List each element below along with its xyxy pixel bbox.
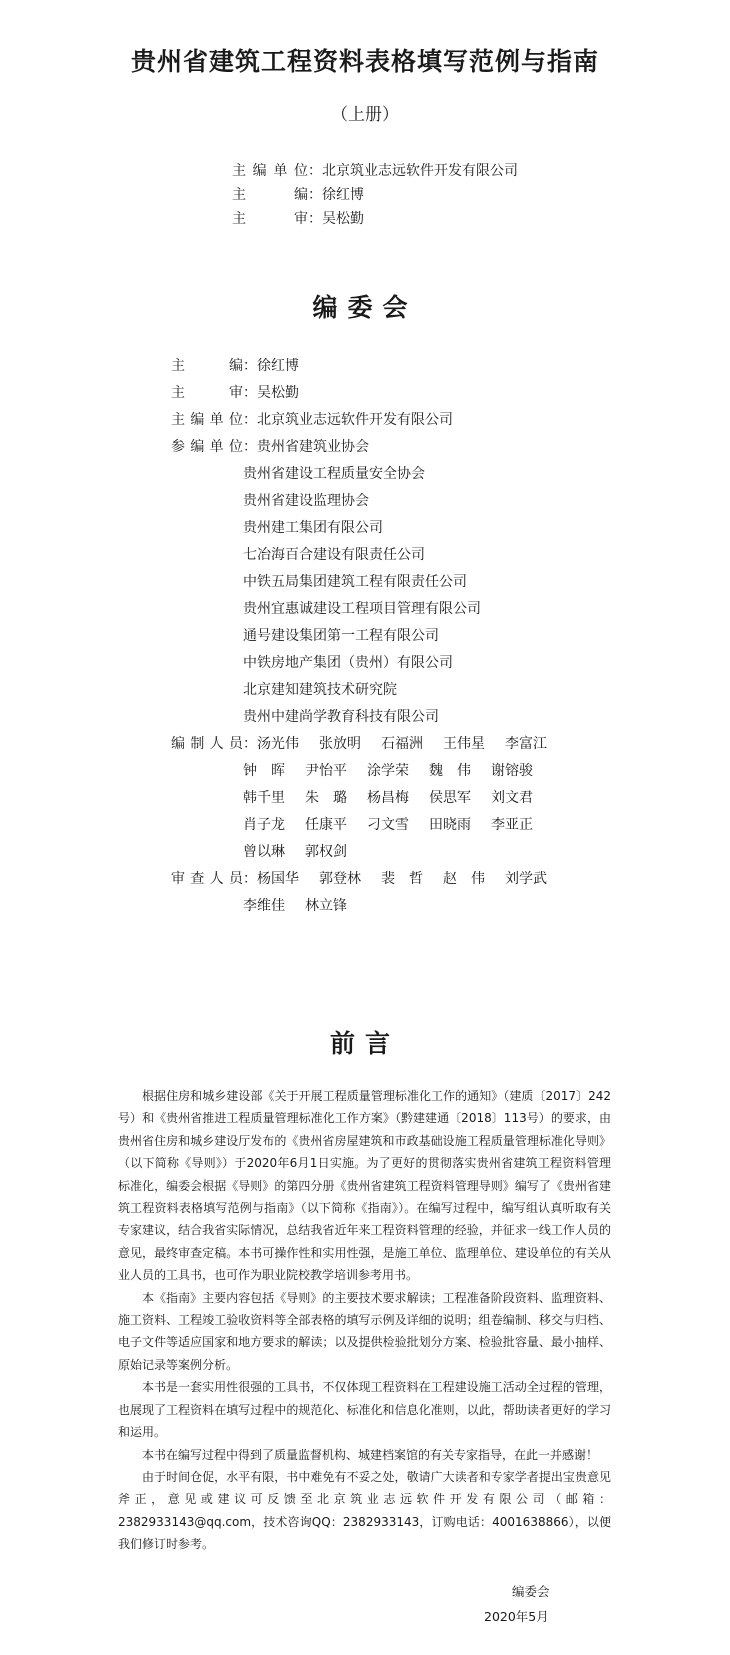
committee-value: 北京筑业志远软件开发有限公司 [257,412,453,428]
preface-date: 2020年5月 [484,1609,549,1624]
compilers-row: 编制人员：汤光伟 张放明 石福洲 王伟星 李富江 [171,730,567,758]
book-title: 贵州省建筑工程资料表格填写范例与指南 [130,47,599,76]
participating-unit: 中铁房地产集团（贵州）有限公司 [243,655,453,671]
person-name: 肖子龙 [243,817,285,833]
preface-paragraph: 本《指南》主要内容包括《导则》的主要技术要求解读；工程准备阶段资料、监理资料、施工资料、工程竣工验收资料等全部表格的填写示例及详细的说明；组卷编制、移交与归档、电子文件等适应国家和地方要求的解读；以及提供检验批划分方案、检验批容量、最小抽样、原始记录等案例分析。 [118,1290,611,1372]
participating-unit: 中铁五局集团建筑工程有限责任公司 [243,574,467,590]
preface-body [118,1085,611,1556]
person-name: 任康平 [305,817,347,833]
preface-paragraph: 本书是一套实用性很强的工具书，不仅体现工程资料在工程建设施工活动全过程的管理，也展现了工程资料在填写过程中的规范化、标准化和信息化准则，以此，帮助读者更好的学习和运用。 [118,1380,611,1440]
person-name: 李维佳 [243,898,285,914]
participating-unit: 贵州省建设监理协会 [243,493,369,509]
credit-value: 吴松勤 [322,211,364,227]
participating-unit: 北京建知建筑技术研究院 [243,682,397,698]
person-name: 钟 晖 [243,763,285,779]
person-name: 王伟星 [443,736,485,752]
person-name: 田晓雨 [429,817,471,833]
credit-chief-editor: 主编：徐红博 [232,184,364,204]
participating-unit: 贵州省建筑业协会 [257,439,369,455]
credit-value: 北京筑业志远软件开发有限公司 [322,163,518,179]
committee-label: 主编单位 [171,412,243,428]
person-name: 汤光伟 [257,736,299,752]
person-name: 韩千里 [243,790,285,806]
participating-unit: 贵州中建尚学教育科技有限公司 [243,709,439,725]
credit-value: 徐红博 [322,187,364,203]
credit-label: 主审 [232,211,308,227]
committee-lead-unit: 主编单位：北京筑业志远软件开发有限公司 [171,406,453,434]
preface-heading: 前言 [329,1029,400,1058]
person-name: 郭登林 [319,871,361,887]
credit-lead-unit: 主编单位：北京筑业志远软件开发有限公司 [232,160,518,180]
person-name: 侯思军 [429,790,471,806]
volume-label: （上册） [331,105,399,125]
compilers-row [243,838,367,866]
committee-label: 编制人员 [171,736,243,752]
person-name: 石福洲 [381,736,423,752]
participating-unit: 贵州建工集团有限公司 [243,520,383,536]
compilers-row [243,784,553,812]
committee-chief-editor: 主编：徐红博 [171,352,299,380]
credit-label: 主编单位 [232,163,308,179]
participating-unit: 七冶海百合建设有限责任公司 [243,547,425,563]
person-name: 魏 伟 [429,763,471,779]
participating-unit: 贵州省建设工程质量安全协会 [243,466,425,482]
person-name: 涂学荣 [367,763,409,779]
committee-label: 审查人员 [171,871,243,887]
person-name: 李富江 [505,736,547,752]
participating-unit: 通号建设集团第一工程有限公司 [243,628,439,644]
committee-value: 徐红博 [257,358,299,374]
person-name: 李亚正 [491,817,533,833]
committee-heading: 编委会 [312,293,418,322]
participating-units-row: 参编单位：贵州省建筑业协会 [171,433,369,461]
person-name: 赵 伟 [443,871,485,887]
compilers-row [243,811,553,839]
preface-signature: 编委会 [512,1584,550,1599]
committee-label: 主编 [171,358,243,374]
person-name: 裴 哲 [381,871,423,887]
person-name: 林立锋 [305,898,347,914]
committee-value: 吴松勤 [257,385,299,401]
person-name: 张放明 [319,736,361,752]
committee-label: 参编单位 [171,439,243,455]
person-name: 谢镕骏 [491,763,533,779]
person-name: 曾以琳 [243,844,285,860]
credit-chief-reviewer: 主审：吴松勤 [232,208,364,228]
compilers-row [243,757,553,785]
person-name: 刘学武 [505,871,547,887]
preface-paragraph: 根据住房和城乡建设部《关于开展工程质量管理标准化工作的通知》（建质〔2017〕242号）和《贵州省推进工程质量管理标准化工作方案》（黔建建通〔2018〕113号）的要求，由贵州省住房和城乡建设厅发布的《贵州省房屋建筑和市政基础设施工程质量管理标准化导则》（以下简称《导则》）于2020年6月1日实施。为了更好的贯彻落实贵州省建筑工程资料管理标准化，编委会根据《导则》的第四分册《贵州省建筑工程资料管理导则》编写了《贵州省建筑工程资料表格填写范例与指南》（以下简称《指南》）。在编写过程中，编写组认真听取有关专家建议，结合我省实际情况，总结我省近年来工程资料管理的经验，并征求一线工作人员的意见，最终审查定稿。本书可操作性和实用性强，是施工单位、监理单位、建设单位的有关从业人员的工具书，也可作为职业院校教学培训参考用书。 [118,1089,611,1283]
participating-unit: 贵州宜惠诚建设工程项目管理有限公司 [243,601,481,617]
preface-paragraph: 由于时间仓促，水平有限，书中难免有不妥之处，敬请广大读者和专家学者提出宝贵意见斧正，意见或建议可反馈至北京筑业志远软件开发有限公司（邮箱：2382933143@qq.com，技术咨询QQ：2382933143，订购电话：4001638866），以便我们修订时参考。 [118,1469,611,1552]
person-name: 朱 璐 [305,790,347,806]
committee-label: 主审 [171,385,243,401]
reviewers-row: 审查人员：杨国华 郭登林 裴 哲 赵 伟 刘学武 [171,865,567,893]
person-name: 尹怡平 [305,763,347,779]
committee-chief-reviewer: 主审：吴松勤 [171,379,299,407]
preface-paragraph: 本书在编写过程中得到了质量监督机构、城建档案馆的有关专家指导，在此一并感谢！ [142,1447,599,1462]
person-name: 刁文雪 [367,817,409,833]
person-name: 杨昌梅 [367,790,409,806]
person-name: 杨国华 [257,871,299,887]
reviewers-row [243,892,367,920]
person-name: 刘文君 [491,790,533,806]
credit-label: 主编 [232,187,308,203]
person-name: 郭权剑 [305,844,347,860]
